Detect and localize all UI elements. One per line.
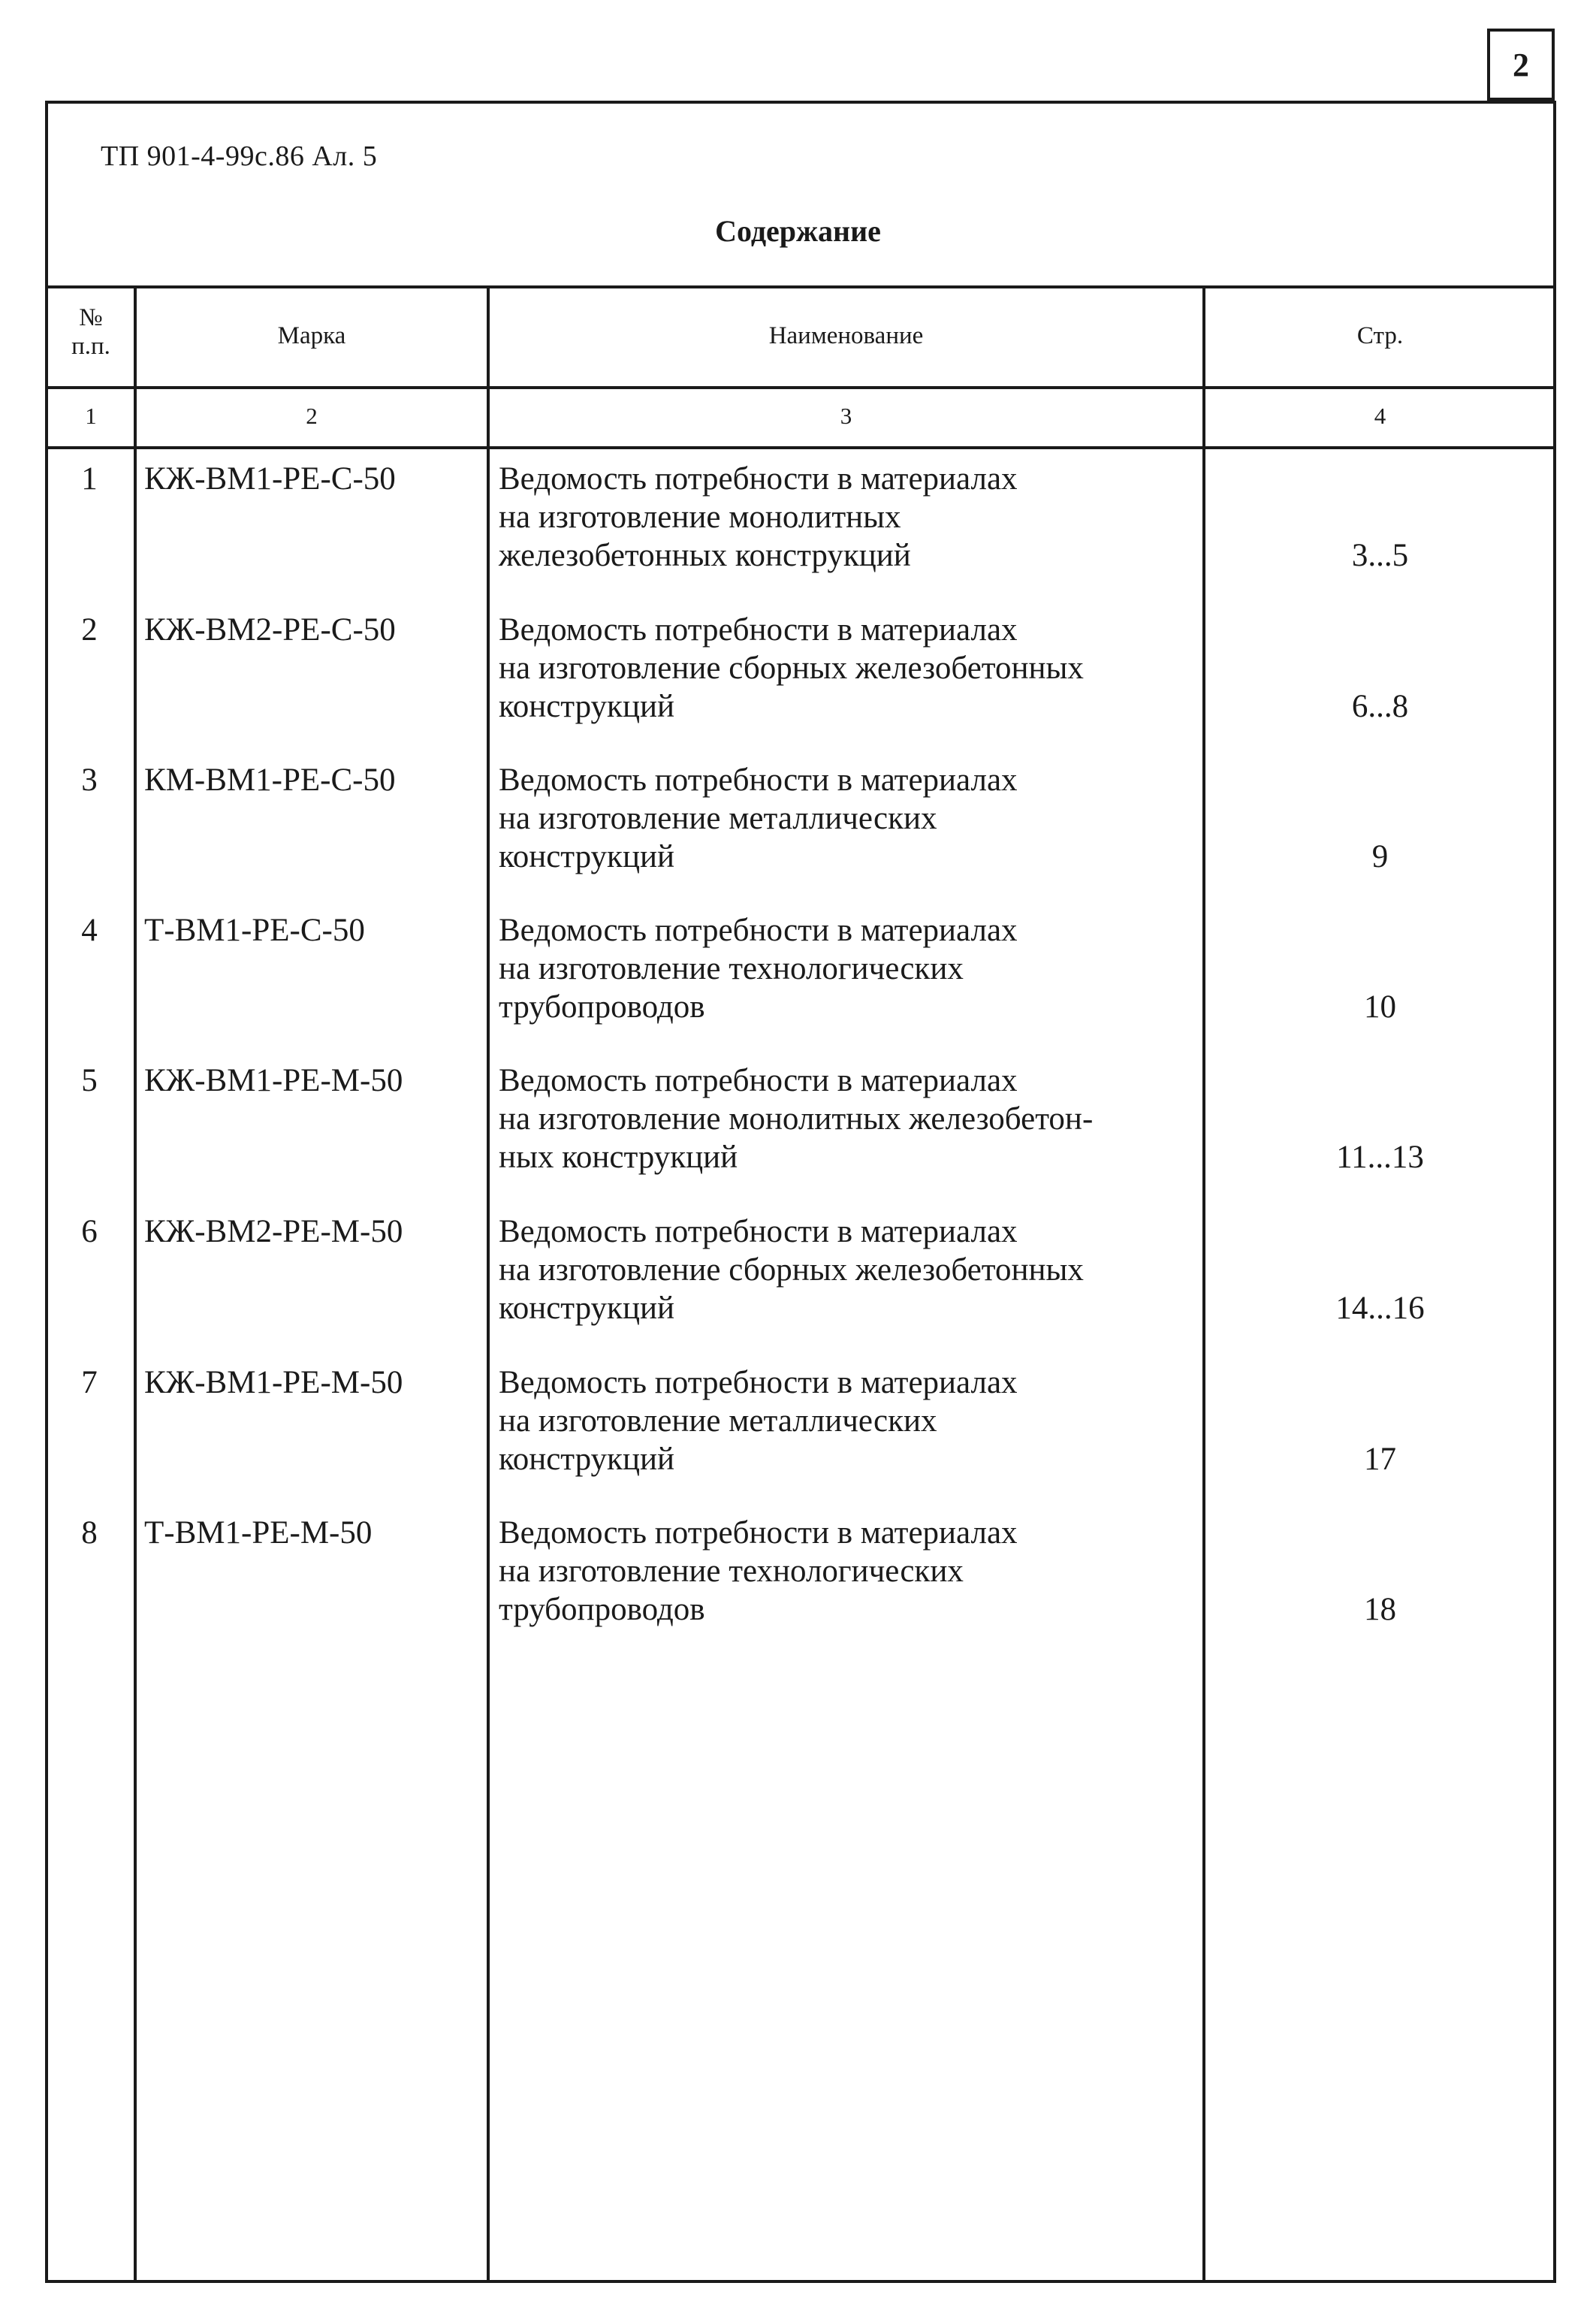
row-name-line: конструкций (499, 839, 674, 874)
row-name (499, 761, 1018, 876)
row-page: 3...5 (1351, 538, 1409, 573)
table-top-border (45, 285, 1556, 288)
row-page: 6...8 (1351, 689, 1409, 724)
column-numbers-bottom-border (45, 446, 1556, 449)
row-name (499, 1212, 1084, 1327)
row-mark: КЖ-ВМ2-РЕ-М-50 (144, 1214, 403, 1249)
row-name (499, 911, 1018, 1026)
row-number: 2 (81, 612, 98, 648)
row-name-line: на изготовление сборных железобетонных (499, 651, 1084, 686)
row-name (499, 1061, 1093, 1176)
row-number: 8 (81, 1515, 98, 1551)
row-number: 4 (81, 913, 98, 948)
column-header-no-symbol: № (79, 304, 103, 331)
row-name-line: Ведомость потребности в материалах (499, 1515, 1018, 1551)
row-name-line: на изготовление сборных железобетонных (499, 1252, 1084, 1288)
column-number-2: 2 (306, 403, 318, 429)
row-name (499, 1363, 1018, 1478)
column-header-no (48, 303, 134, 361)
row-page: 18 (1364, 1592, 1396, 1627)
column-number-3: 3 (840, 403, 852, 429)
row-number: 3 (81, 762, 98, 798)
row-name-line: на изготовление технологических (499, 1554, 964, 1589)
row-number: 7 (81, 1365, 98, 1400)
row-page: 17 (1364, 1442, 1396, 1477)
row-page: 9 (1371, 839, 1389, 874)
row-mark: КЖ-ВМ1-РЕ-М-50 (144, 1365, 403, 1400)
header-bottom-border (45, 386, 1556, 389)
page-title: Содержание (715, 214, 881, 248)
row-name-line: конструкций (499, 689, 674, 724)
row-number: 1 (81, 461, 98, 497)
row-name-line: на изготовление монолитных железобетон- (499, 1101, 1094, 1137)
row-mark: КЖ-ВМ1-РЕ-М-50 (144, 1063, 403, 1098)
row-number: 5 (81, 1063, 98, 1098)
row-name-line: Ведомость потребности в материалах (499, 762, 1018, 798)
row-number: 6 (81, 1214, 98, 1249)
row-name-line: железобетонных конструкций (499, 538, 911, 573)
row-name (499, 611, 1084, 726)
column-header-page: Стр. (1356, 322, 1404, 349)
table-row (0, 911, 1596, 1061)
column-header-mark: Марка (277, 322, 346, 349)
row-name-line: конструкций (499, 1442, 674, 1477)
document-code: ТП 901-4-99с.86 Ал. 5 (101, 140, 378, 172)
row-name (499, 460, 1018, 575)
row-name-line: на изготовление технологических (499, 951, 964, 986)
row-mark: КЖ-ВМ2-РЕ-С-50 (144, 612, 396, 648)
row-name-line: на изготовление металлических (499, 1403, 937, 1439)
column-header-name: Наименование (768, 322, 924, 349)
row-name-line: на изготовление монолитных (499, 500, 901, 535)
table-row (0, 1514, 1596, 1664)
column-header-no-abbr: п.п. (71, 333, 110, 360)
row-name-line: трубопроводов (499, 989, 705, 1025)
row-name-line: на изготовление металлических (499, 801, 937, 836)
sheet-number-box: 2 (1487, 29, 1555, 101)
row-page: 14...16 (1335, 1291, 1425, 1326)
table-row (0, 1363, 1596, 1514)
row-mark: Т-ВМ1-РЕ-М-50 (144, 1515, 373, 1551)
row-name-line: конструкций (499, 1291, 674, 1326)
row-name-line: Ведомость потребности в материалах (499, 461, 1018, 497)
row-name (499, 1514, 1018, 1629)
row-name-line: трубопроводов (499, 1592, 705, 1627)
table-row (0, 611, 1596, 761)
row-page: 10 (1364, 989, 1396, 1025)
row-mark: КЖ-ВМ1-РЕ-С-50 (144, 461, 396, 497)
row-name-line: Ведомость потребности в материалах (499, 1063, 1018, 1098)
row-mark: КМ-ВМ1-РЕ-С-50 (144, 762, 396, 798)
table-row (0, 761, 1596, 911)
row-name-line: Ведомость потребности в материалах (499, 1214, 1018, 1249)
row-name-line: ных конструкций (499, 1140, 738, 1175)
column-number-1: 1 (85, 403, 97, 429)
row-name-line: Ведомость потребности в материалах (499, 612, 1018, 648)
row-name-line: Ведомость потребности в материалах (499, 1365, 1018, 1400)
row-mark: Т-ВМ1-РЕ-С-50 (144, 913, 365, 948)
column-number-4: 4 (1374, 403, 1386, 429)
table-row (0, 1061, 1596, 1212)
table-row (0, 1212, 1596, 1363)
row-page: 11...13 (1336, 1140, 1424, 1175)
table-row (0, 460, 1596, 610)
row-name-line: Ведомость потребности в материалах (499, 913, 1018, 948)
